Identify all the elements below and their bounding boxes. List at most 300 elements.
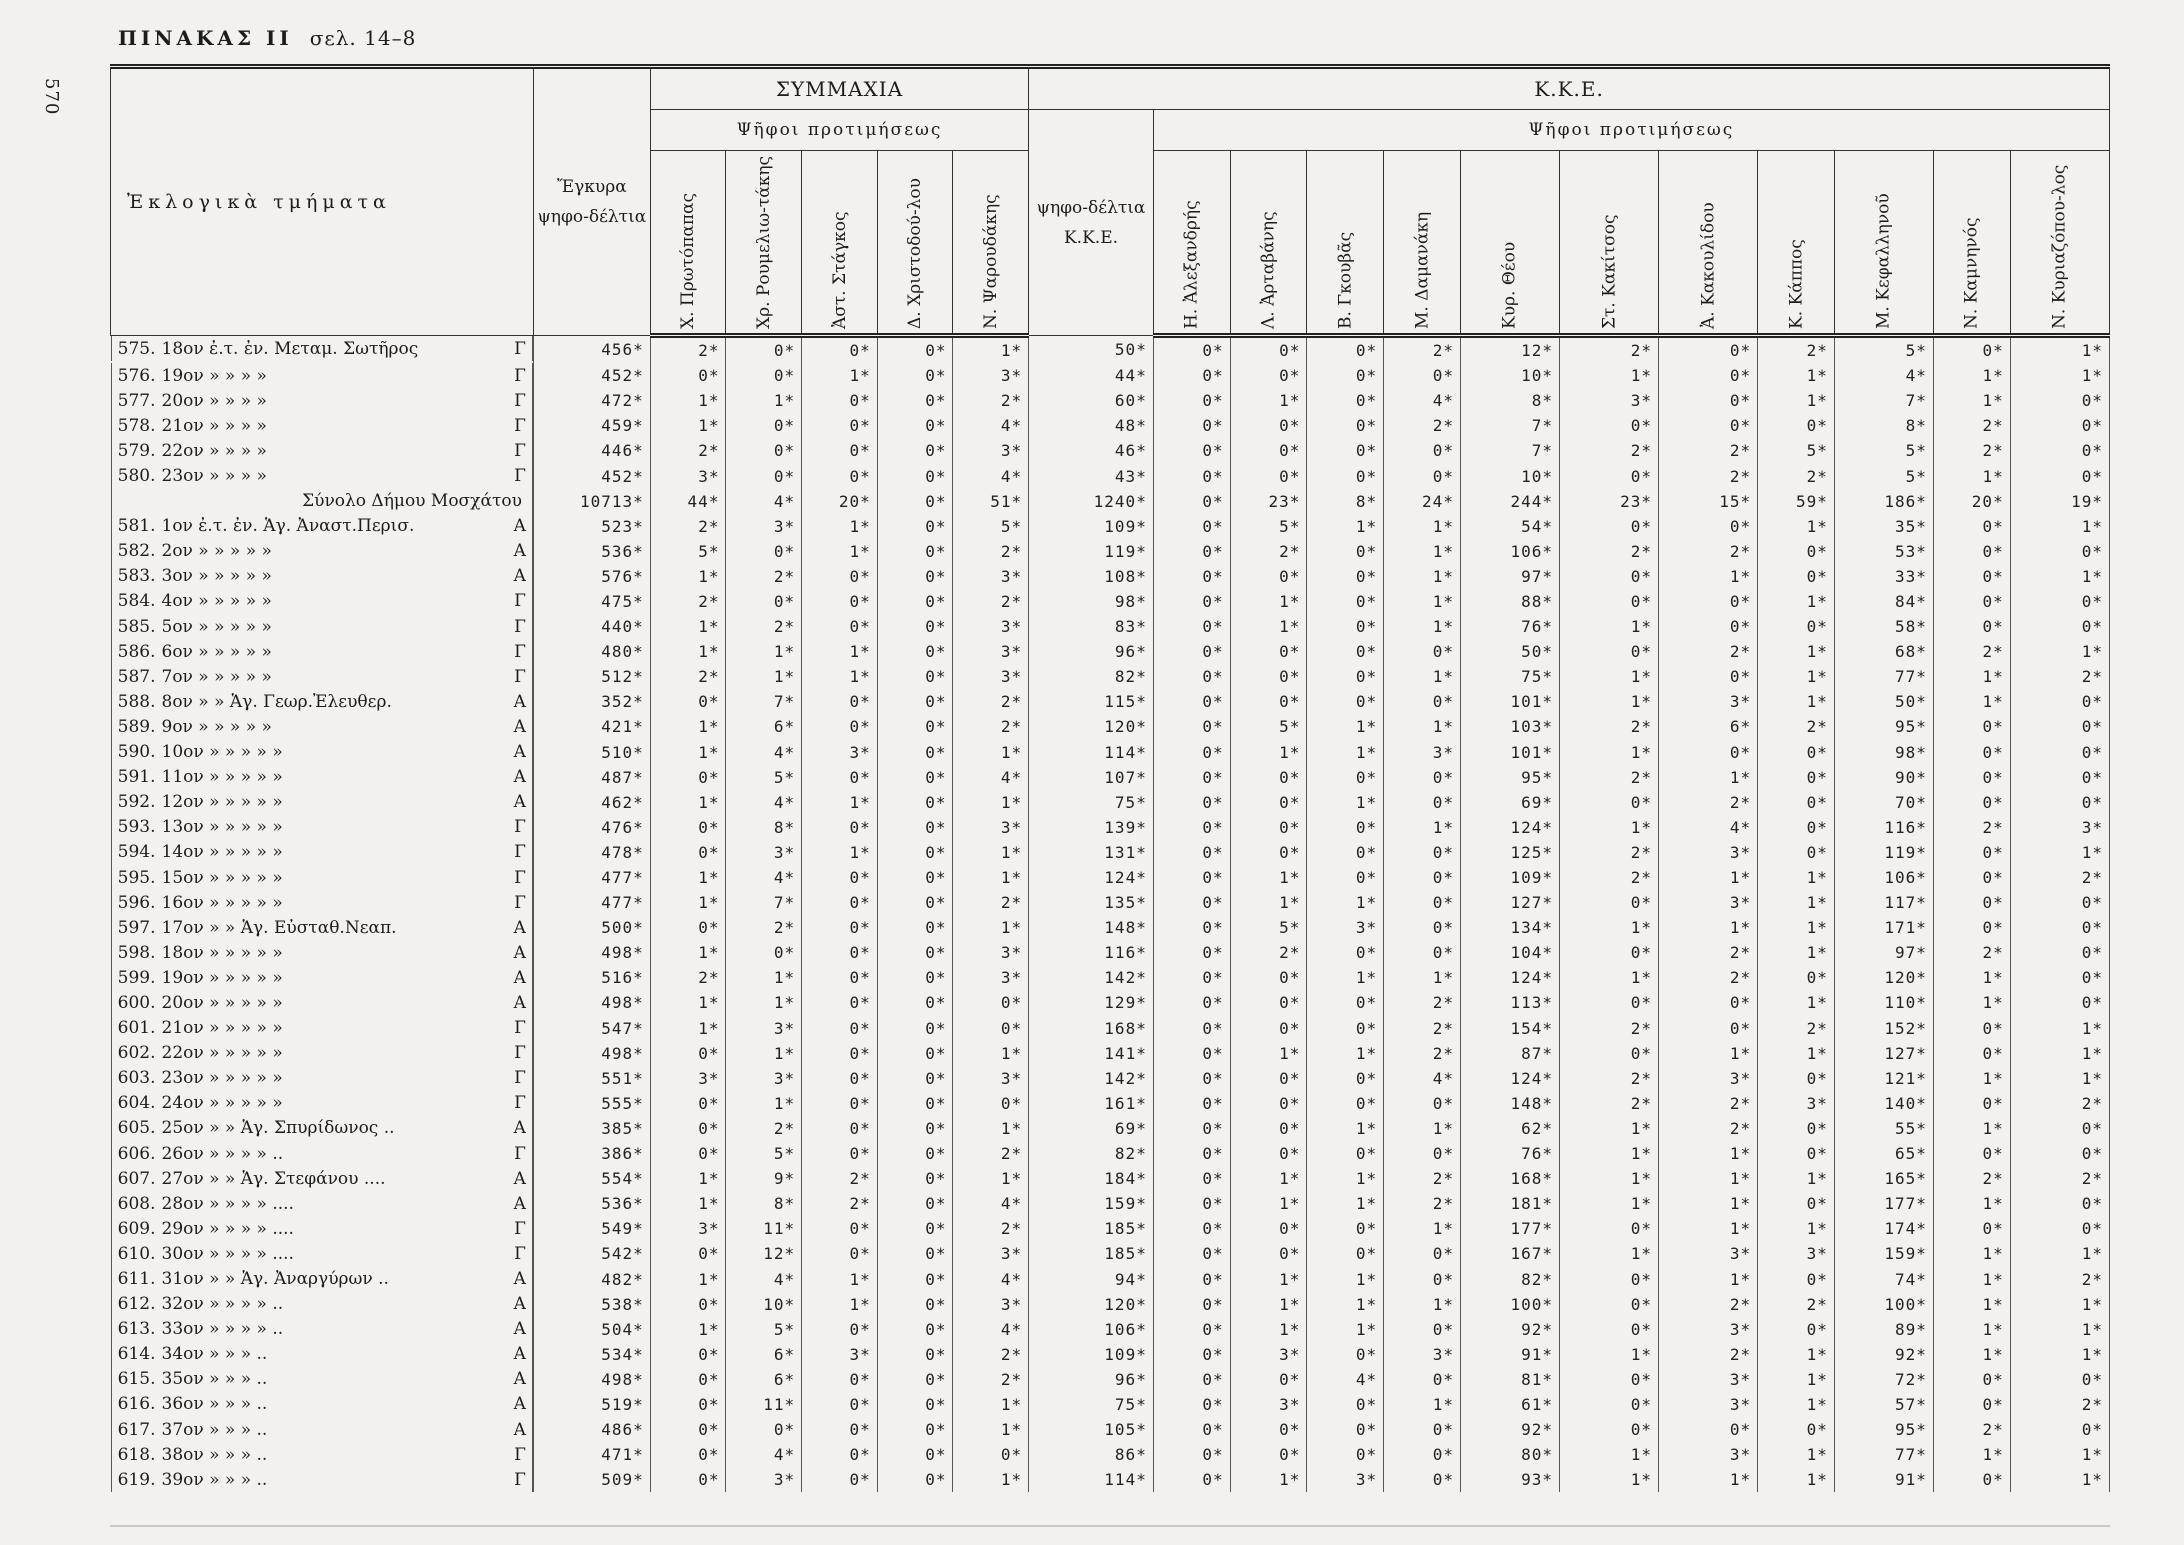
row-number: 616. xyxy=(117,1394,156,1415)
symmachia-vote-value: 3* xyxy=(650,1216,726,1241)
symmachia-vote-value: 5* xyxy=(953,514,1029,539)
symmachia-vote-value: 0* xyxy=(953,1442,1029,1467)
section-name: 6ον » » » » » xyxy=(161,641,272,662)
kke-vote-value: 119* xyxy=(1834,840,1933,865)
kke-vote-value: 2* xyxy=(1758,714,1835,739)
symmachia-vote-value: 0* xyxy=(650,1342,726,1367)
kke-vote-value: 1* xyxy=(1307,1166,1384,1191)
symmachia-vote-value: 0* xyxy=(953,1091,1029,1116)
symmachia-vote-value: 3* xyxy=(802,1342,878,1367)
kke-vote-value: 0* xyxy=(1307,1091,1384,1116)
valid-ballots-value: 452* xyxy=(533,463,650,488)
kke-vote-value: 0* xyxy=(1153,965,1230,990)
symmachia-vote-value: 0* xyxy=(650,1292,726,1317)
kke-vote-value: 0* xyxy=(1384,765,1461,790)
section-name: 5ον » » » » » xyxy=(161,616,272,637)
kke-vote-value: 1* xyxy=(2010,1317,2109,1342)
section-group: Α xyxy=(513,942,526,963)
kke-vote-value: 2* xyxy=(2010,1266,2109,1291)
valid-ballots-value: 472* xyxy=(533,388,650,413)
kke-vote-value: 0* xyxy=(1758,1066,1835,1091)
symmachia-vote-value: 0* xyxy=(877,815,953,840)
kke-vote-value: 2* xyxy=(1758,1292,1835,1317)
kke-vote-value: 0* xyxy=(1153,1292,1230,1317)
kke-vote-value: 124* xyxy=(1460,1066,1559,1091)
row-number: 607. xyxy=(117,1168,156,1189)
kke-vote-value: 3* xyxy=(1659,1367,1758,1392)
kke-vote-value: 80* xyxy=(1460,1442,1559,1467)
kke-vote-value: 1* xyxy=(1933,1292,2010,1317)
section-name: 20ον » » » » xyxy=(161,390,267,411)
symmachia-vote-value: 4* xyxy=(953,1266,1029,1291)
symmachia-vote-value: 0* xyxy=(802,1016,878,1041)
kke-vote-value: 92* xyxy=(1460,1417,1559,1442)
valid-ballots-value: 538* xyxy=(533,1292,650,1317)
kke-vote-value: 2* xyxy=(1230,539,1307,564)
section-group: Α xyxy=(513,1269,526,1290)
kke-vote-value: 65* xyxy=(1834,1141,1933,1166)
kke-vote-value: 0* xyxy=(1758,1116,1835,1141)
kke-vote-value: 0* xyxy=(1153,1241,1230,1266)
symmachia-vote-value: 9* xyxy=(726,1166,802,1191)
symmachia-vote-value: 2* xyxy=(953,1342,1029,1367)
kke-vote-value: 3* xyxy=(1230,1342,1307,1367)
section-group: Γ xyxy=(514,817,526,838)
kke-vote-value: 1* xyxy=(1560,1116,1659,1141)
kke-vote-value: 1* xyxy=(1307,1266,1384,1291)
table-row xyxy=(111,1066,2110,1091)
kke-vote-value: 0* xyxy=(1758,765,1835,790)
section-label xyxy=(111,765,533,790)
symmachia-candidate-header: Χρ. Ρουμελιω-τάκης xyxy=(726,151,802,336)
kke-ballots-value: 109* xyxy=(1029,1342,1154,1367)
kke-vote-value: 2* xyxy=(1933,1166,2010,1191)
valid-ballots-value: 498* xyxy=(533,990,650,1015)
kke-vote-value: 2* xyxy=(1560,1066,1659,1091)
symmachia-vote-value: 1* xyxy=(802,840,878,865)
table-row xyxy=(111,1166,2110,1191)
valid-ballots-value: 509* xyxy=(533,1467,650,1492)
kke-vote-value: 93* xyxy=(1460,1467,1559,1492)
kke-ballots-value: 185* xyxy=(1029,1241,1154,1266)
kke-ballots-value: 48* xyxy=(1029,413,1154,438)
kke-vote-value: 68* xyxy=(1834,639,1933,664)
kke-vote-value: 127* xyxy=(1460,890,1559,915)
table-row xyxy=(111,1091,2110,1116)
kke-vote-value: 0* xyxy=(1933,890,2010,915)
symmachia-vote-value: 1* xyxy=(650,790,726,815)
kke-vote-value: 74* xyxy=(1834,1266,1933,1291)
row-number: 594. xyxy=(117,842,156,863)
symmachia-vote-value: 8* xyxy=(726,815,802,840)
section-label xyxy=(111,1166,533,1191)
kke-vote-value: 0* xyxy=(1307,336,1384,364)
kke-vote-value: 2* xyxy=(1384,1041,1461,1066)
kke-vote-value: 0* xyxy=(2010,438,2109,463)
section-name: 17ον » » Ἁγ. Εὐσταθ.Νεαπ. xyxy=(161,917,397,938)
row-number: 596. xyxy=(117,892,156,913)
symmachia-vote-value: 4* xyxy=(726,790,802,815)
symmachia-header: ΣΥΜΜΑΧΙΑ xyxy=(650,67,1028,110)
symmachia-vote-value: 0* xyxy=(877,714,953,739)
section-name: 16ον » » » » » xyxy=(161,892,283,913)
kke-vote-value: 0* xyxy=(2010,940,2109,965)
kke-vote-value: 76* xyxy=(1460,1141,1559,1166)
symmachia-vote-value: 0* xyxy=(650,1141,726,1166)
kke-ballots-value: 44* xyxy=(1029,363,1154,388)
kke-vote-value: 0* xyxy=(1933,1016,2010,1041)
symmachia-vote-value: 0* xyxy=(726,413,802,438)
row-number: 583. xyxy=(117,566,156,587)
kke-vote-value: 1* xyxy=(1933,1442,2010,1467)
kke-vote-value: 0* xyxy=(1153,714,1230,739)
kke-vote-value: 7* xyxy=(1460,438,1559,463)
row-number: 605. xyxy=(117,1118,156,1139)
kke-vote-value: 0* xyxy=(1307,413,1384,438)
section-name: 23ον » » » » » xyxy=(161,1068,283,1089)
symmachia-vote-value: 0* xyxy=(650,915,726,940)
kke-vote-value: 1* xyxy=(1560,1191,1659,1216)
kke-vote-value: 0* xyxy=(1384,890,1461,915)
kke-ballots-value: 142* xyxy=(1029,965,1154,990)
kke-vote-value: 2* xyxy=(1659,639,1758,664)
kke-vote-value: 20* xyxy=(1933,489,2010,514)
table-row xyxy=(111,940,2110,965)
kke-vote-value: 2* xyxy=(1659,463,1758,488)
table-row xyxy=(111,1392,2110,1417)
kke-vote-value: 0* xyxy=(1560,1216,1659,1241)
kke-vote-value: 2* xyxy=(1230,940,1307,965)
kke-ballots-value: 82* xyxy=(1029,664,1154,689)
section-group: Γ xyxy=(514,390,526,411)
kke-vote-value: 1* xyxy=(1384,965,1461,990)
section-name: 18ον » » » » » xyxy=(161,942,283,963)
kke-vote-value: 0* xyxy=(1560,790,1659,815)
kke-vote-value: 0* xyxy=(1307,1216,1384,1241)
symmachia-vote-value: 2* xyxy=(650,589,726,614)
section-group: Γ xyxy=(514,892,526,913)
table-row xyxy=(111,438,2110,463)
kke-vote-value: 1* xyxy=(2010,1342,2109,1367)
kke-vote-value: 3* xyxy=(1659,1241,1758,1266)
kke-vote-value: 1* xyxy=(1307,1116,1384,1141)
section-label xyxy=(111,890,533,915)
symmachia-vote-value: 1* xyxy=(650,940,726,965)
kke-vote-value: 0* xyxy=(2010,589,2109,614)
kke-vote-value: 23* xyxy=(1560,489,1659,514)
kke-vote-value: 2* xyxy=(1659,1342,1758,1367)
table-row xyxy=(111,589,2110,614)
kke-vote-value: 0* xyxy=(1153,1216,1230,1241)
kke-vote-value: 0* xyxy=(1384,1467,1461,1492)
symmachia-vote-value: 0* xyxy=(802,614,878,639)
table-row xyxy=(111,639,2110,664)
symmachia-vote-value: 10* xyxy=(726,1292,802,1317)
symmachia-vote-value: 51* xyxy=(953,489,1029,514)
symmachia-vote-value: 0* xyxy=(877,1317,953,1342)
kke-vote-value: 10* xyxy=(1460,363,1559,388)
section-group: Γ xyxy=(514,616,526,637)
valid-ballots-value: 10713* xyxy=(533,489,650,514)
kke-vote-value: 0* xyxy=(2010,714,2109,739)
kke-vote-value: 0* xyxy=(1307,388,1384,413)
kke-vote-value: 1* xyxy=(1560,915,1659,940)
kke-vote-value: 0* xyxy=(1307,1342,1384,1367)
kke-vote-value: 1* xyxy=(1307,965,1384,990)
kke-vote-value: 0* xyxy=(1560,990,1659,1015)
kke-vote-value: 1* xyxy=(1758,514,1835,539)
valid-ballots-value: 446* xyxy=(533,438,650,463)
section-label xyxy=(111,413,533,438)
symmachia-vote-value: 0* xyxy=(877,990,953,1015)
kke-vote-value: 1* xyxy=(1384,589,1461,614)
section-label xyxy=(111,1342,533,1367)
section-name: 3ον » » » » » xyxy=(161,566,272,587)
kke-vote-value: 0* xyxy=(1230,1216,1307,1241)
row-number: 577. xyxy=(117,390,156,411)
section-group: Α xyxy=(513,541,526,562)
kke-vote-value: 0* xyxy=(1153,1342,1230,1367)
symmachia-vote-value: 7* xyxy=(726,689,802,714)
symmachia-vote-value: 0* xyxy=(877,1091,953,1116)
table-row xyxy=(111,1116,2110,1141)
symmachia-vote-value: 0* xyxy=(877,514,953,539)
section-group: Γ xyxy=(514,1068,526,1089)
kke-vote-value: 0* xyxy=(1560,589,1659,614)
kke-vote-value: 2* xyxy=(1560,714,1659,739)
kke-vote-value: 0* xyxy=(1153,915,1230,940)
kke-vote-value: 0* xyxy=(1307,363,1384,388)
symmachia-vote-value: 4* xyxy=(953,463,1029,488)
kke-vote-value: 0* xyxy=(1153,865,1230,890)
kke-ballots-value: 129* xyxy=(1029,990,1154,1015)
valid-ballots-value: 547* xyxy=(533,1016,650,1041)
symmachia-vote-value: 5* xyxy=(726,765,802,790)
valid-ballots-value: 486* xyxy=(533,1417,650,1442)
kke-vote-value: 2* xyxy=(1933,639,2010,664)
row-number: 588. xyxy=(117,691,156,712)
kke-vote-value: 0* xyxy=(1560,564,1659,589)
symmachia-vote-value: 1* xyxy=(802,1266,878,1291)
section-name: 39ον » » » .. xyxy=(161,1469,268,1490)
symmachia-vote-value: 0* xyxy=(877,564,953,589)
symmachia-vote-value: 2* xyxy=(802,1166,878,1191)
symmachia-vote-value: 3* xyxy=(953,614,1029,639)
section-label xyxy=(111,438,533,463)
kke-vote-value: 1* xyxy=(1758,388,1835,413)
symmachia-vote-value: 3* xyxy=(953,1241,1029,1266)
row-number: 589. xyxy=(117,716,156,737)
kke-vote-value: 0* xyxy=(1153,438,1230,463)
kke-ballots-value: 139* xyxy=(1029,815,1154,840)
symmachia-vote-value: 0* xyxy=(802,940,878,965)
row-number: 615. xyxy=(117,1369,156,1390)
symmachia-vote-value: 5* xyxy=(726,1141,802,1166)
symmachia-vote-value: 44* xyxy=(650,489,726,514)
kke-vote-value: 1* xyxy=(1758,915,1835,940)
kke-vote-value: 4* xyxy=(1659,815,1758,840)
kke-vote-value: 3* xyxy=(1659,1066,1758,1091)
section-group: Α xyxy=(513,716,526,737)
kke-vote-value: 1* xyxy=(1384,1216,1461,1241)
kke-vote-value: 1* xyxy=(1230,890,1307,915)
kke-vote-value: 181* xyxy=(1460,1191,1559,1216)
symmachia-vote-value: 2* xyxy=(650,438,726,463)
kke-vote-value: 0* xyxy=(1153,1417,1230,1442)
kke-vote-value: 0* xyxy=(1230,438,1307,463)
kke-vote-value: 0* xyxy=(1933,790,2010,815)
kke-vote-value: 0* xyxy=(1384,1417,1461,1442)
symmachia-vote-value: 0* xyxy=(802,815,878,840)
kke-vote-value: 5* xyxy=(1834,463,1933,488)
section-label xyxy=(111,388,533,413)
valid-ballots-value: 487* xyxy=(533,765,650,790)
symmachia-vote-value: 0* xyxy=(802,890,878,915)
table-row xyxy=(111,1442,2110,1467)
symmachia-preference-header: Ψῆφοι προτιμήσεως xyxy=(650,110,1028,151)
symmachia-vote-value: 1* xyxy=(953,740,1029,765)
symmachia-vote-value: 0* xyxy=(877,965,953,990)
section-label xyxy=(111,740,533,765)
section-group: Α xyxy=(513,792,526,813)
section-label xyxy=(111,514,533,539)
symmachia-vote-value: 0* xyxy=(802,1317,878,1342)
kke-vote-value: 0* xyxy=(1758,1141,1835,1166)
kke-ballots-value: 107* xyxy=(1029,765,1154,790)
section-name: 21ον » » » » » xyxy=(161,1018,283,1039)
symmachia-vote-value: 0* xyxy=(877,639,953,664)
table-row xyxy=(111,890,2110,915)
table-row xyxy=(111,714,2110,739)
kke-ballots-value: 94* xyxy=(1029,1266,1154,1291)
kke-vote-value: 1* xyxy=(1230,1317,1307,1342)
sections-header: Ἐκλογικὰ τμήματα xyxy=(111,67,534,336)
kke-vote-value: 0* xyxy=(1153,890,1230,915)
kke-vote-value: 72* xyxy=(1834,1367,1933,1392)
kke-vote-value: 2* xyxy=(1560,765,1659,790)
valid-ballots-value: 476* xyxy=(533,815,650,840)
kke-vote-value: 5* xyxy=(1230,514,1307,539)
page-title xyxy=(118,26,416,50)
kke-ballots-value: 168* xyxy=(1029,1016,1154,1041)
kke-vote-value: 1* xyxy=(1230,1191,1307,1216)
kke-vote-value: 0* xyxy=(1933,564,2010,589)
kke-vote-value: 0* xyxy=(1933,614,2010,639)
kke-ballots-value: 116* xyxy=(1029,940,1154,965)
kke-vote-value: 2* xyxy=(1560,438,1659,463)
symmachia-vote-value: 2* xyxy=(726,1116,802,1141)
section-name: 31ον » » Ἁγ. Ἀναργύρων .. xyxy=(161,1269,389,1290)
symmachia-vote-value: 0* xyxy=(650,1367,726,1392)
kke-vote-value: 0* xyxy=(1230,965,1307,990)
kke-vote-value: 3* xyxy=(1659,1442,1758,1467)
section-name: 8ον » » Ἁγ. Γεωρ.Ἐλευθερ. xyxy=(161,691,392,712)
kke-vote-value: 0* xyxy=(1933,539,2010,564)
kke-candidate-header: Η. Ἀλεξανδρής xyxy=(1153,151,1230,336)
symmachia-vote-value: 1* xyxy=(726,1041,802,1066)
kke-vote-value: 0* xyxy=(1659,740,1758,765)
kke-vote-value: 0* xyxy=(1153,840,1230,865)
kke-vote-value: 1* xyxy=(1933,1266,2010,1291)
symmachia-vote-value: 1* xyxy=(726,1091,802,1116)
section-label xyxy=(111,1241,533,1266)
kke-vote-value: 0* xyxy=(1307,865,1384,890)
section-name: 18ον ἐ.τ. ἐν. Μεταμ. Σωτῆρος xyxy=(161,338,419,359)
row-number: 576. xyxy=(117,365,156,386)
kke-vote-value: 0* xyxy=(1560,1317,1659,1342)
symmachia-vote-value: 1* xyxy=(953,840,1029,865)
symmachia-vote-value: 1* xyxy=(953,790,1029,815)
kke-vote-value: 0* xyxy=(1384,363,1461,388)
kke-vote-value: 0* xyxy=(1153,815,1230,840)
symmachia-vote-value: 0* xyxy=(650,363,726,388)
section-name: 7ον » » » » » xyxy=(161,666,272,687)
row-number: 591. xyxy=(117,767,156,788)
row-number: 575. xyxy=(117,338,156,359)
kke-vote-value: 116* xyxy=(1834,815,1933,840)
table-row xyxy=(111,463,2110,488)
symmachia-vote-value: 0* xyxy=(802,689,878,714)
kke-vote-value: 0* xyxy=(2010,965,2109,990)
section-label xyxy=(111,840,533,865)
kke-vote-value: 1* xyxy=(1560,1241,1659,1266)
kke-vote-value: 1* xyxy=(1307,714,1384,739)
kke-vote-value: 159* xyxy=(1834,1241,1933,1266)
symmachia-vote-value: 0* xyxy=(877,388,953,413)
kke-vote-value: 2* xyxy=(2010,664,2109,689)
symmachia-vote-value: 0* xyxy=(802,1066,878,1091)
section-name: 1ον ἐ.τ. ἐν. Ἁγ. Ἀναστ.Περισ. xyxy=(161,516,415,537)
kke-vote-value: 0* xyxy=(1230,639,1307,664)
kke-vote-value: 0* xyxy=(1307,1241,1384,1266)
symmachia-vote-value: 0* xyxy=(877,1367,953,1392)
kke-vote-value: 0* xyxy=(1307,589,1384,614)
kke-preference-header: Ψῆφοι προτιμήσεως xyxy=(1153,110,2109,151)
kke-vote-value: 3* xyxy=(1307,915,1384,940)
kke-vote-value: 1* xyxy=(1560,363,1659,388)
kke-vote-value: 0* xyxy=(1153,589,1230,614)
kke-vote-value: 2* xyxy=(1560,1016,1659,1041)
kke-vote-value: 0* xyxy=(1758,1317,1835,1342)
kke-vote-value: 0* xyxy=(1659,589,1758,614)
kke-ballots-value: 105* xyxy=(1029,1417,1154,1442)
kke-vote-value: 0* xyxy=(1933,1091,2010,1116)
kke-vote-value: 177* xyxy=(1834,1191,1933,1216)
section-group: Α xyxy=(513,1369,526,1390)
section-group: Α xyxy=(513,1419,526,1440)
row-number: 609. xyxy=(117,1218,156,1239)
symmachia-vote-value: 1* xyxy=(802,539,878,564)
section-group: Α xyxy=(513,992,526,1013)
section-label xyxy=(111,1292,533,1317)
kke-vote-value: 95* xyxy=(1834,714,1933,739)
kke-vote-value: 0* xyxy=(1307,1442,1384,1467)
section-label xyxy=(111,1141,533,1166)
kke-vote-value: 1* xyxy=(1933,689,2010,714)
symmachia-vote-value: 0* xyxy=(877,438,953,463)
kke-vote-value: 1* xyxy=(1307,740,1384,765)
section-name: 2ον » » » » » xyxy=(161,541,272,562)
kke-vote-value: 1* xyxy=(1758,865,1835,890)
row-number: 604. xyxy=(117,1093,156,1114)
results-table xyxy=(110,64,2110,1492)
symmachia-vote-value: 4* xyxy=(726,740,802,765)
valid-ballots-value: 523* xyxy=(533,514,650,539)
kke-vote-value: 171* xyxy=(1834,915,1933,940)
kke-vote-value: 1* xyxy=(1307,790,1384,815)
kke-vote-value: 0* xyxy=(1933,1367,2010,1392)
kke-header: Κ.Κ.Ε. xyxy=(1029,67,2110,110)
